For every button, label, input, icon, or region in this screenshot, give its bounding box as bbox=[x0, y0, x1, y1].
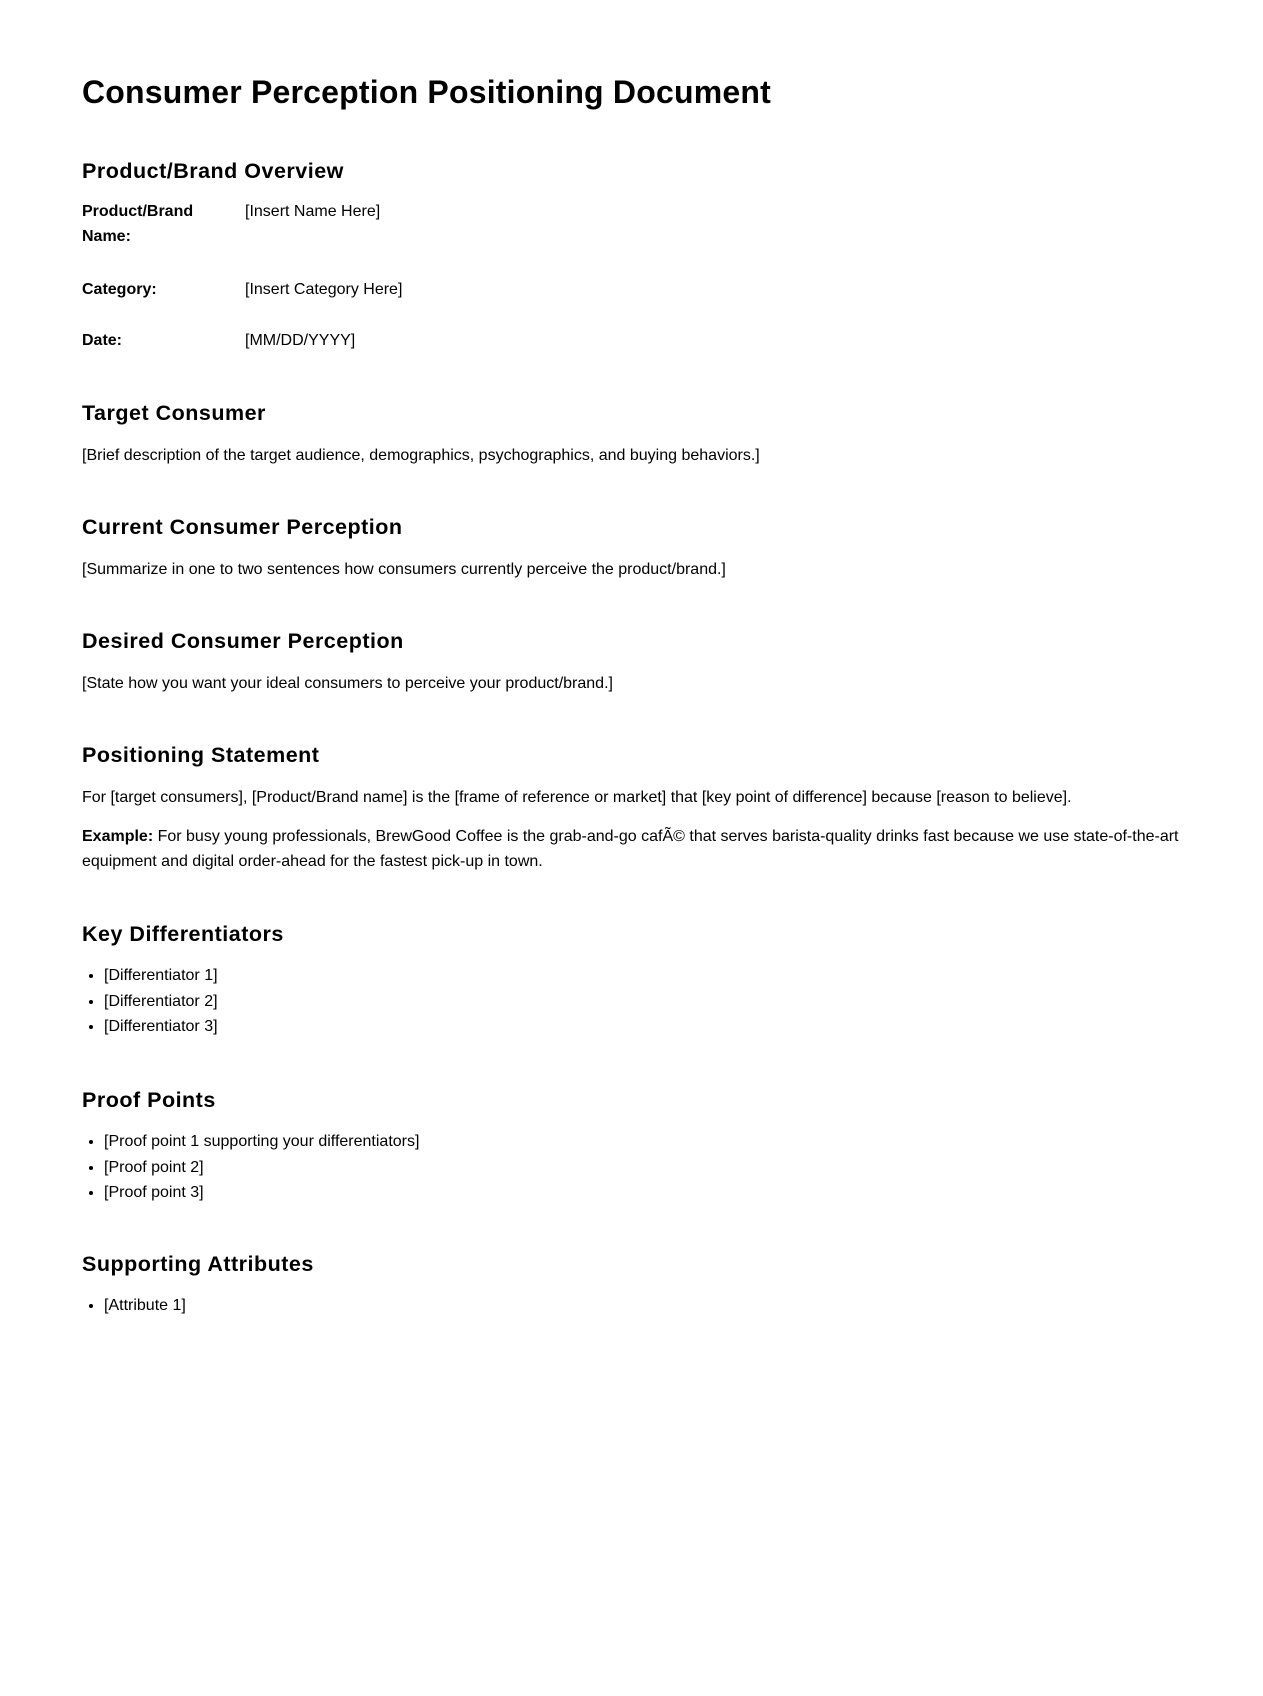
section-text: [Brief description of the target audience, demographics, psychographics, and buying behaviors.] bbox=[82, 447, 760, 464]
section-heading: Proof Points bbox=[82, 1088, 216, 1112]
section-heading: Product/Brand Overview bbox=[82, 159, 344, 183]
list-item: • [Differentiator 1] bbox=[104, 963, 1192, 989]
section-proof-points bbox=[82, 1087, 1192, 1206]
example-text: For busy young professionals, BrewGood Coffee is the grab-and-go cafÃ© that serves barista-quality drinks fast because we use state-of-the-art equipment and digital order-ahead for the fastest pick-up in town. bbox=[82, 828, 1179, 870]
section-text: [Summarize in one to two sentences how consumers currently perceive the product/brand.] bbox=[82, 561, 726, 578]
section-heading: Desired Consumer Perception bbox=[82, 629, 404, 653]
example-label: Example: bbox=[82, 828, 154, 845]
section-target-consumer bbox=[82, 400, 1192, 468]
overview-label: Product/Brand Name: bbox=[82, 203, 194, 245]
positioning-example bbox=[82, 824, 1192, 874]
document-page bbox=[82, 0, 1192, 1314]
overview-table bbox=[82, 199, 1192, 353]
list-item: • [Differentiator 3] bbox=[104, 1014, 1192, 1040]
list-item: • [Proof point 1 supporting your differentiators] bbox=[104, 1129, 1192, 1155]
list-item: • [Differentiator 2] bbox=[104, 989, 1192, 1015]
section-positioning-statement bbox=[82, 742, 1192, 874]
proof-points-list bbox=[82, 1129, 1192, 1206]
page-title: Consumer Perception Positioning Document bbox=[82, 74, 771, 110]
section-heading: Positioning Statement bbox=[82, 743, 320, 767]
overview-row-category bbox=[82, 277, 1192, 302]
positioning-template: For [target consumers], [Product/Brand name] is the [frame of reference or market] that [key point of difference] because [reason to believe]. bbox=[82, 789, 1072, 806]
overview-label: Date: bbox=[82, 332, 123, 349]
section-supporting-attributes bbox=[82, 1251, 1192, 1314]
section-text: [State how you want your ideal consumers to perceive your product/brand.] bbox=[82, 675, 613, 692]
overview-value: [MM/DD/YYYY] bbox=[245, 332, 356, 349]
section-heading: Current Consumer Perception bbox=[82, 515, 403, 539]
attributes-list bbox=[82, 1293, 1192, 1314]
overview-row-date bbox=[82, 328, 1192, 353]
list-item: • [Proof point 3] bbox=[104, 1180, 1192, 1206]
list-item: • [Proof point 2] bbox=[104, 1155, 1192, 1181]
list-item: • [Attribute 1] bbox=[104, 1293, 1192, 1314]
section-current-perception bbox=[82, 514, 1192, 582]
overview-value: [Insert Category Here] bbox=[245, 281, 403, 298]
section-desired-perception bbox=[82, 628, 1192, 696]
section-heading: Key Differentiators bbox=[82, 922, 284, 946]
overview-label: Category: bbox=[82, 281, 157, 298]
overview-row-name bbox=[82, 199, 1192, 249]
differentiators-list bbox=[82, 963, 1192, 1040]
section-heading: Supporting Attributes bbox=[82, 1252, 314, 1276]
section-key-differentiators bbox=[82, 921, 1192, 1040]
section-product-brand-overview bbox=[82, 158, 1192, 353]
overview-value: [Insert Name Here] bbox=[245, 203, 381, 220]
section-heading: Target Consumer bbox=[82, 401, 266, 425]
